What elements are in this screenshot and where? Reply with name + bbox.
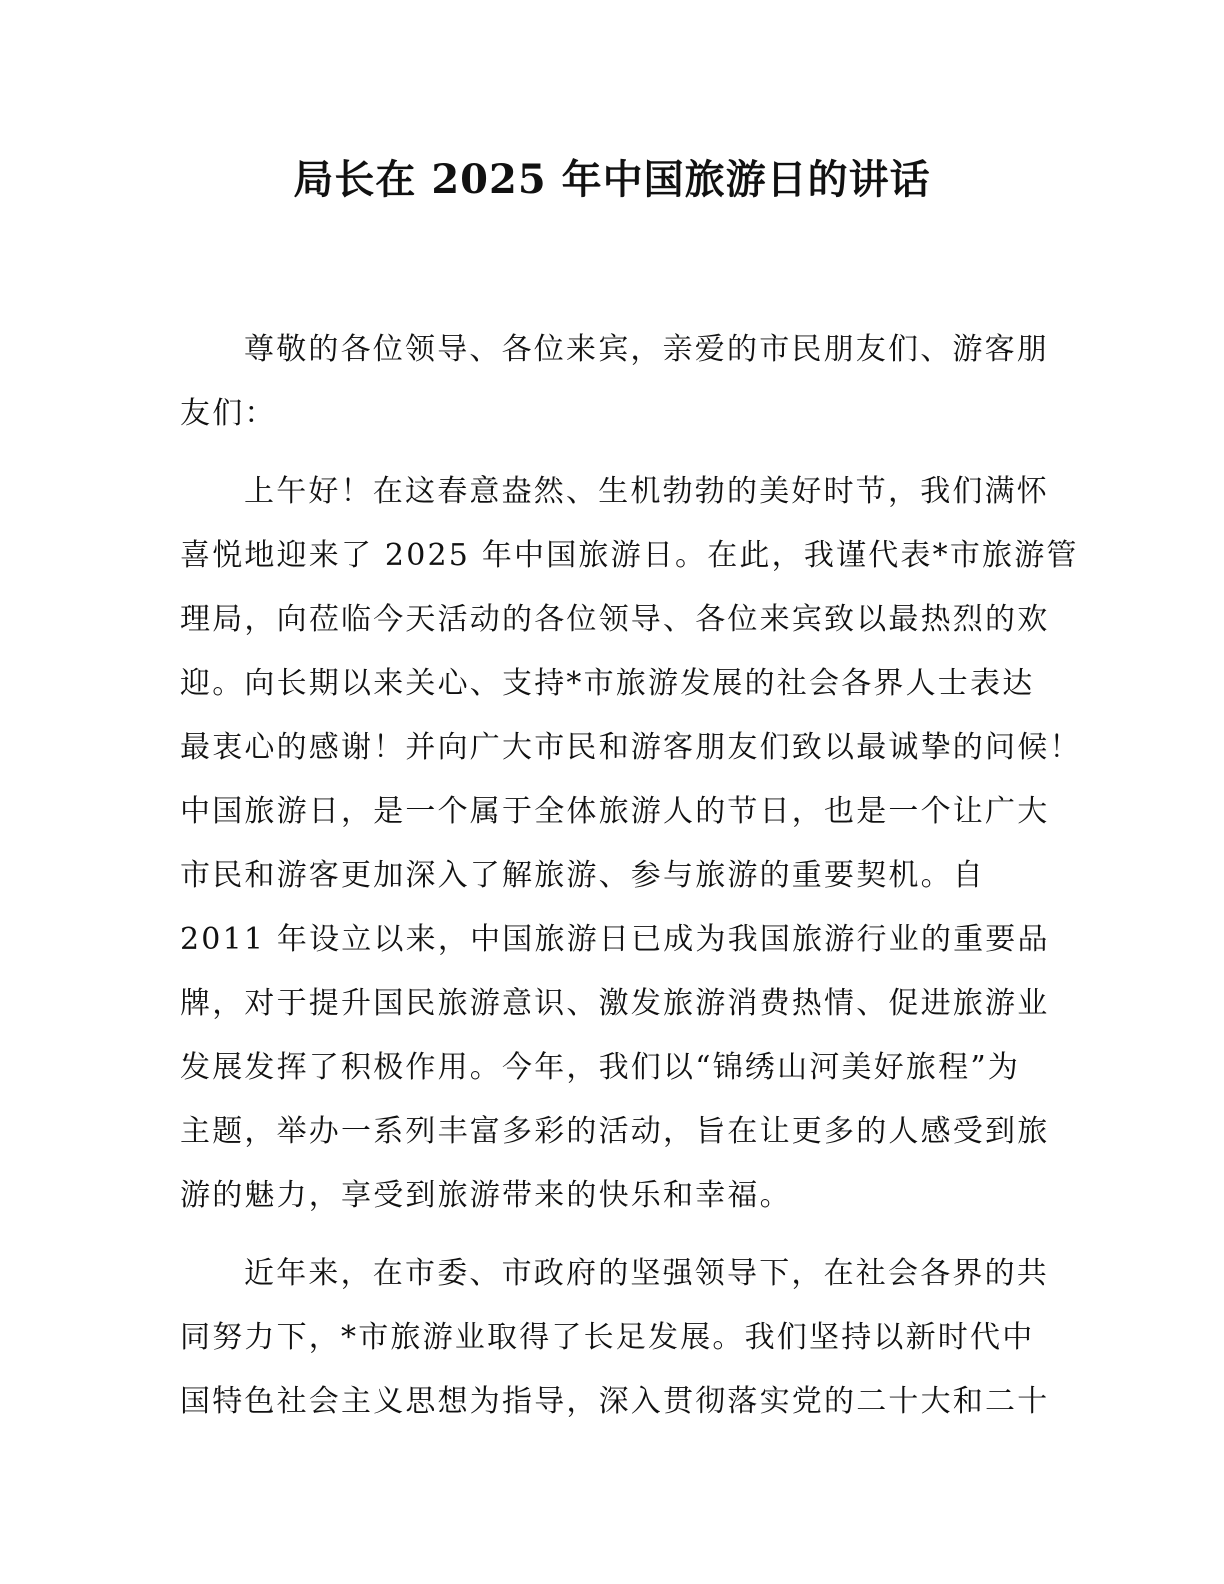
paragraph-gap bbox=[180, 1228, 1052, 1242]
text-line: 最衷心的感谢！并向广大市民和游客朋友们致以最诚挚的问候！ bbox=[180, 730, 1082, 765]
paragraph-gap bbox=[180, 446, 1052, 460]
text-line: 国特色社会主义思想为指导，深入贯彻落实党的二十大和二十 bbox=[180, 1384, 1050, 1419]
paragraph-development bbox=[180, 1242, 1052, 1434]
document-title: 局长在 2025 年中国旅游日的讲话 bbox=[293, 156, 931, 203]
text-line: 迎。向长期以来关心、支持*市旅游发展的社会各界人士表达 bbox=[180, 666, 1035, 701]
text-line: 中国旅游日，是一个属于全体旅游人的节日，也是一个让广大 bbox=[180, 794, 1050, 829]
paragraph-opening bbox=[180, 460, 1082, 1228]
text-line: 游的魅力，享受到旅游带来的快乐和幸福。 bbox=[180, 1178, 792, 1213]
text-line: 近年来，在市委、市政府的坚强领导下，在社会各界的共 bbox=[244, 1256, 1049, 1291]
text-line: 上午好！在这春意盎然、生机勃勃的美好时节，我们满怀 bbox=[244, 474, 1049, 509]
text-line: 友们： bbox=[180, 396, 277, 431]
paragraph-greeting bbox=[180, 318, 1052, 446]
document-body bbox=[180, 318, 1082, 1434]
text-line: 同努力下，*市旅游业取得了长足发展。我们坚持以新时代中 bbox=[180, 1320, 1035, 1355]
text-line: 尊敬的各位领导、各位来宾，亲爱的市民朋友们、游客朋 bbox=[244, 332, 1049, 367]
text-line: 发展发挥了积极作用。今年，我们以“锦绣山河美好旅程”为 bbox=[180, 1050, 1021, 1085]
text-line: 2011 年设立以来，中国旅游日已成为我国旅游行业的重要品 bbox=[180, 922, 1050, 957]
text-line: 市民和游客更加深入了解旅游、参与旅游的重要契机。自 bbox=[180, 858, 985, 893]
text-line: 喜悦地迎来了 2025 年中国旅游日。在此，我谨代表*市旅游管 bbox=[180, 538, 1079, 573]
text-line: 主题，举办一系列丰富多彩的活动，旨在让更多的人感受到旅 bbox=[180, 1114, 1050, 1149]
text-line: 理局，向莅临今天活动的各位领导、各位来宾致以最热烈的欢 bbox=[180, 602, 1050, 637]
text-line: 牌，对于提升国民旅游意识、激发旅游消费热情、促进旅游业 bbox=[180, 986, 1050, 1021]
